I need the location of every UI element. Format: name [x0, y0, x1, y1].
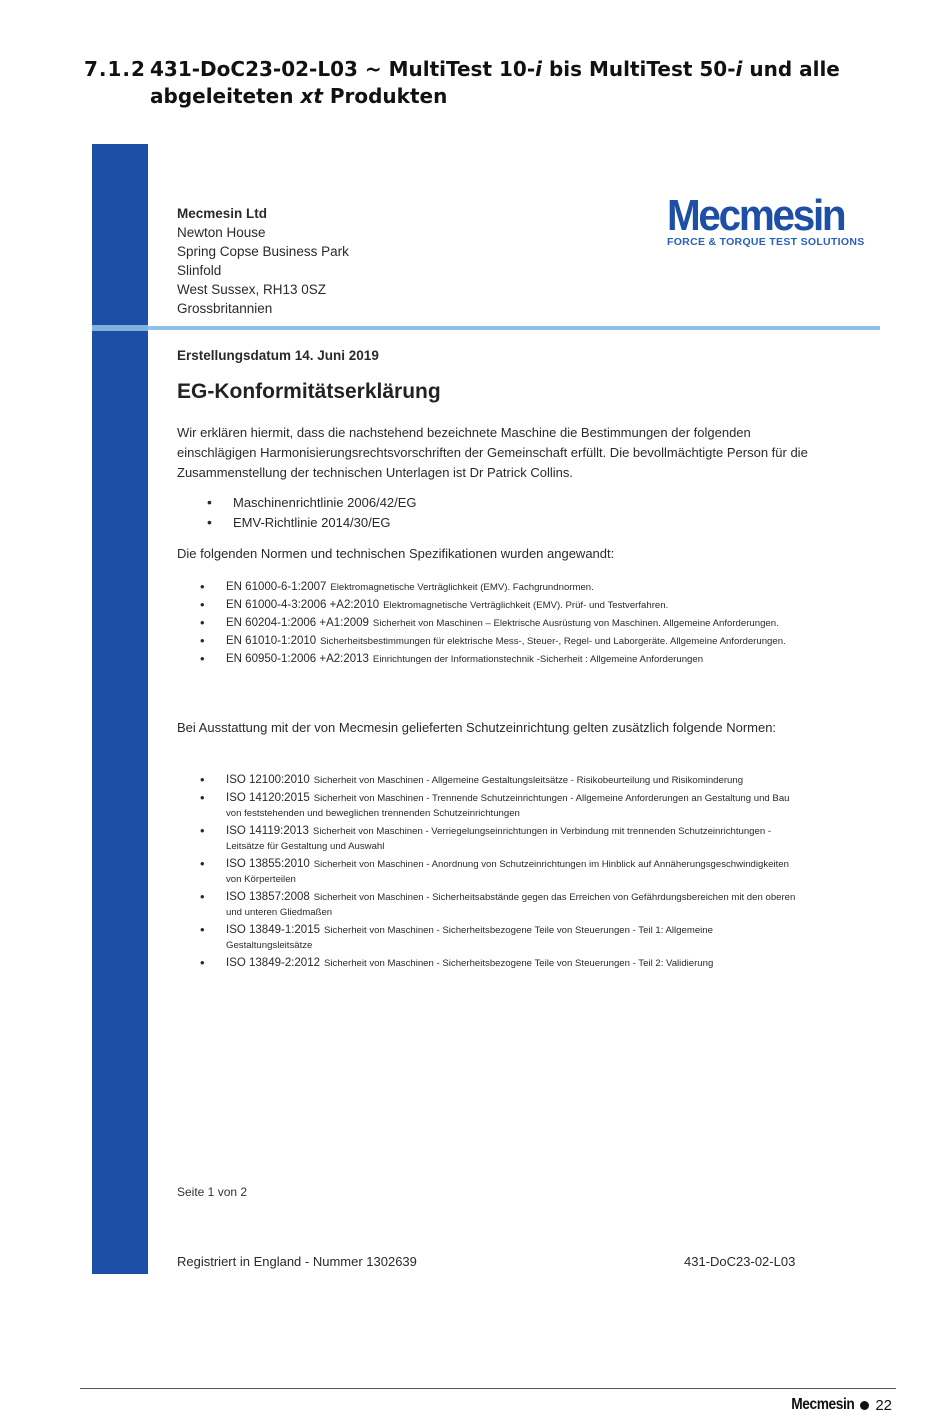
- norm-code: ISO 14119:2013: [226, 825, 309, 837]
- norm-code: ISO 13849-2:2012: [226, 957, 320, 969]
- letterhead-bar-accent: [92, 325, 148, 331]
- norm-code: ISO 13855:2010: [226, 858, 310, 870]
- norm-code: ISO 12100:2010: [226, 774, 310, 786]
- norm-description: Sicherheit von Maschinen - Trennende Schutzeinrichtungen - Allgemeine Anforderungen an Gestaltung und Bau von feststehenden und beweglichen trennenden Schutzeinrichtungen: [226, 793, 790, 819]
- letterhead-divider: [148, 326, 880, 330]
- list-item: • Maschinenrichtlinie 2006/42/EG: [205, 493, 417, 513]
- list-item: [200, 824, 800, 854]
- declaration-title: EG-Konformitätserklärung: [177, 380, 441, 403]
- heading-italic: xt: [300, 84, 323, 108]
- list-item: [200, 923, 800, 953]
- list-item: [200, 598, 800, 613]
- document-reference: 431-DoC23-02-L03: [684, 1254, 796, 1269]
- bullet-dot-icon: [860, 1401, 869, 1410]
- list-item: [200, 652, 800, 667]
- norm-code: ISO 14120:2015: [226, 792, 310, 804]
- extra-norms-list: [200, 773, 800, 974]
- norm-description: Sicherheitsbestimmungen für elektrische Mess-, Steuer-, Regel- und Laborgeräte. Allgemeine Anforderungen.: [320, 636, 786, 647]
- list-item: [200, 616, 800, 631]
- list-item: [200, 857, 800, 887]
- norm-code: EN 61010-1:2010: [226, 635, 317, 647]
- mecmesin-logo: [667, 191, 865, 248]
- letterhead-side-bar: [92, 144, 148, 1274]
- logo-wordmark: Mecmesin: [667, 191, 845, 240]
- list-item: [200, 580, 800, 595]
- extra-norms-intro: Bei Ausstattung mit der von Mecmesin gelieferten Schutzeinrichtung gelten zusätzlich folgende Normen:: [177, 720, 777, 735]
- norms-list: [200, 580, 800, 670]
- list-item: [200, 890, 800, 920]
- norm-code: EN 61000-6-1:2007: [226, 581, 327, 593]
- norm-code: ISO 13857:2008: [226, 891, 310, 903]
- norm-description: Einrichtungen der Informationstechnik -Sicherheit : Allgemeine Anforderungen: [372, 654, 704, 665]
- section-number: 7.1.2: [84, 57, 146, 81]
- norm-description: Sicherheit von Maschinen - Anordnung von Schutzeinrichtungen im Hinblick auf Annäherungsgeschwindigkeiten von Körperteilen: [226, 859, 789, 885]
- norm-description: Sicherheit von Maschinen - Sicherheitsbezogene Teile von Steuerungen - Teil 1: Allgemeine Gestaltungsleitsätze: [226, 925, 713, 951]
- address-line: Newton House: [177, 225, 266, 240]
- heading-text: und alle: [742, 57, 840, 81]
- page-number: 22: [875, 1396, 892, 1414]
- norm-description: Sicherheit von Maschinen - Allgemeine Gestaltungsleitsätze - Risikobeurteilung und Risikominderung: [313, 775, 744, 786]
- creation-date: Erstellungsdatum 14. Juni 2019: [177, 348, 379, 363]
- norm-code: ISO 13849-1:2015: [226, 924, 320, 936]
- address-line: West Sussex, RH13 0SZ: [177, 282, 327, 297]
- norm-description: Elektromagnetische Verträglichkeit (EMV). Fachgrundnormen.: [330, 582, 594, 593]
- registration-number: Registriert in England - Nummer 1302639: [177, 1254, 417, 1269]
- address-line: Mecmesin Ltd: [177, 206, 268, 221]
- norm-description: Sicherheit von Maschinen - Verriegelungseinrichtungen in Verbindung mit trennenden Schutzeinrichtungen - Leitsätze für Gestaltung und Auswahl: [226, 826, 772, 852]
- norm-code: EN 60204-1:2006 +A1:2009: [226, 617, 369, 629]
- heading-text: 431-DoC23-02-L03 ~ MultiTest 10-: [150, 57, 536, 81]
- norm-description: Sicherheit von Maschinen - Sicherheitsbezogene Teile von Steuerungen - Teil 2: Validierung: [324, 958, 714, 969]
- norm-description: Elektromagnetische Verträglichkeit (EMV). Prüf- und Testverfahren.: [383, 600, 669, 611]
- directives-list: [205, 493, 417, 532]
- address-line: Grossbritannien: [177, 301, 273, 316]
- norm-description: Sicherheit von Maschinen - Sicherheitsabstände gegen das Erreichen von Gefährdungsbereichen mit den oberen und unteren Gliedmaßen: [226, 892, 796, 918]
- norms-intro: Die folgenden Normen und technischen Spezifikationen wurden angewandt:: [177, 546, 615, 561]
- page-footer: [781, 1396, 892, 1414]
- norm-code: EN 60950-1:2006 +A2:2013: [226, 653, 369, 665]
- list-item: • EMV-Richtlinie 2014/30/EG: [205, 513, 417, 533]
- list-item: [200, 791, 800, 821]
- logo-tagline: FORCE & TORQUE TEST SOLUTIONS: [667, 236, 865, 248]
- heading-text: Produkten: [322, 84, 448, 108]
- heading-text: bis MultiTest 50-: [541, 57, 736, 81]
- company-address: [177, 204, 349, 318]
- address-line: Spring Copse Business Park: [177, 244, 349, 259]
- declaration-intro: Wir erklären hiermit, dass die nachstehend bezeichnete Maschine die Bestimmungen der folgenden einschlägigen Harmonisierungsrechtsvorschriften der Gemeinschaft erfüllt. Die bevollmächtigte Person für die Zusammenstellung der technischen Unterlagen ist Dr Patrick Collins.: [177, 425, 808, 480]
- certificate-image: [92, 140, 890, 1276]
- heading-text: abgeleiteten: [150, 84, 301, 108]
- list-item: [200, 634, 800, 649]
- list-item: [200, 773, 800, 788]
- section-heading: [84, 56, 884, 110]
- norm-code: EN 61000-4-3:2006 +A2:2010: [226, 599, 380, 611]
- footer-divider: [80, 1388, 896, 1389]
- list-item: [200, 956, 800, 971]
- heading-italic: i: [535, 57, 542, 81]
- heading-italic: i: [735, 57, 743, 81]
- address-line: Slinfold: [177, 263, 222, 278]
- norm-description: Sicherheit von Maschinen – Elektrische Ausrüstung von Maschinen. Allgemeine Anforderungen.: [372, 618, 779, 629]
- footer-brand: Mecmesin: [791, 1396, 855, 1413]
- certificate-page-info: Seite 1 von 2: [177, 1185, 248, 1199]
